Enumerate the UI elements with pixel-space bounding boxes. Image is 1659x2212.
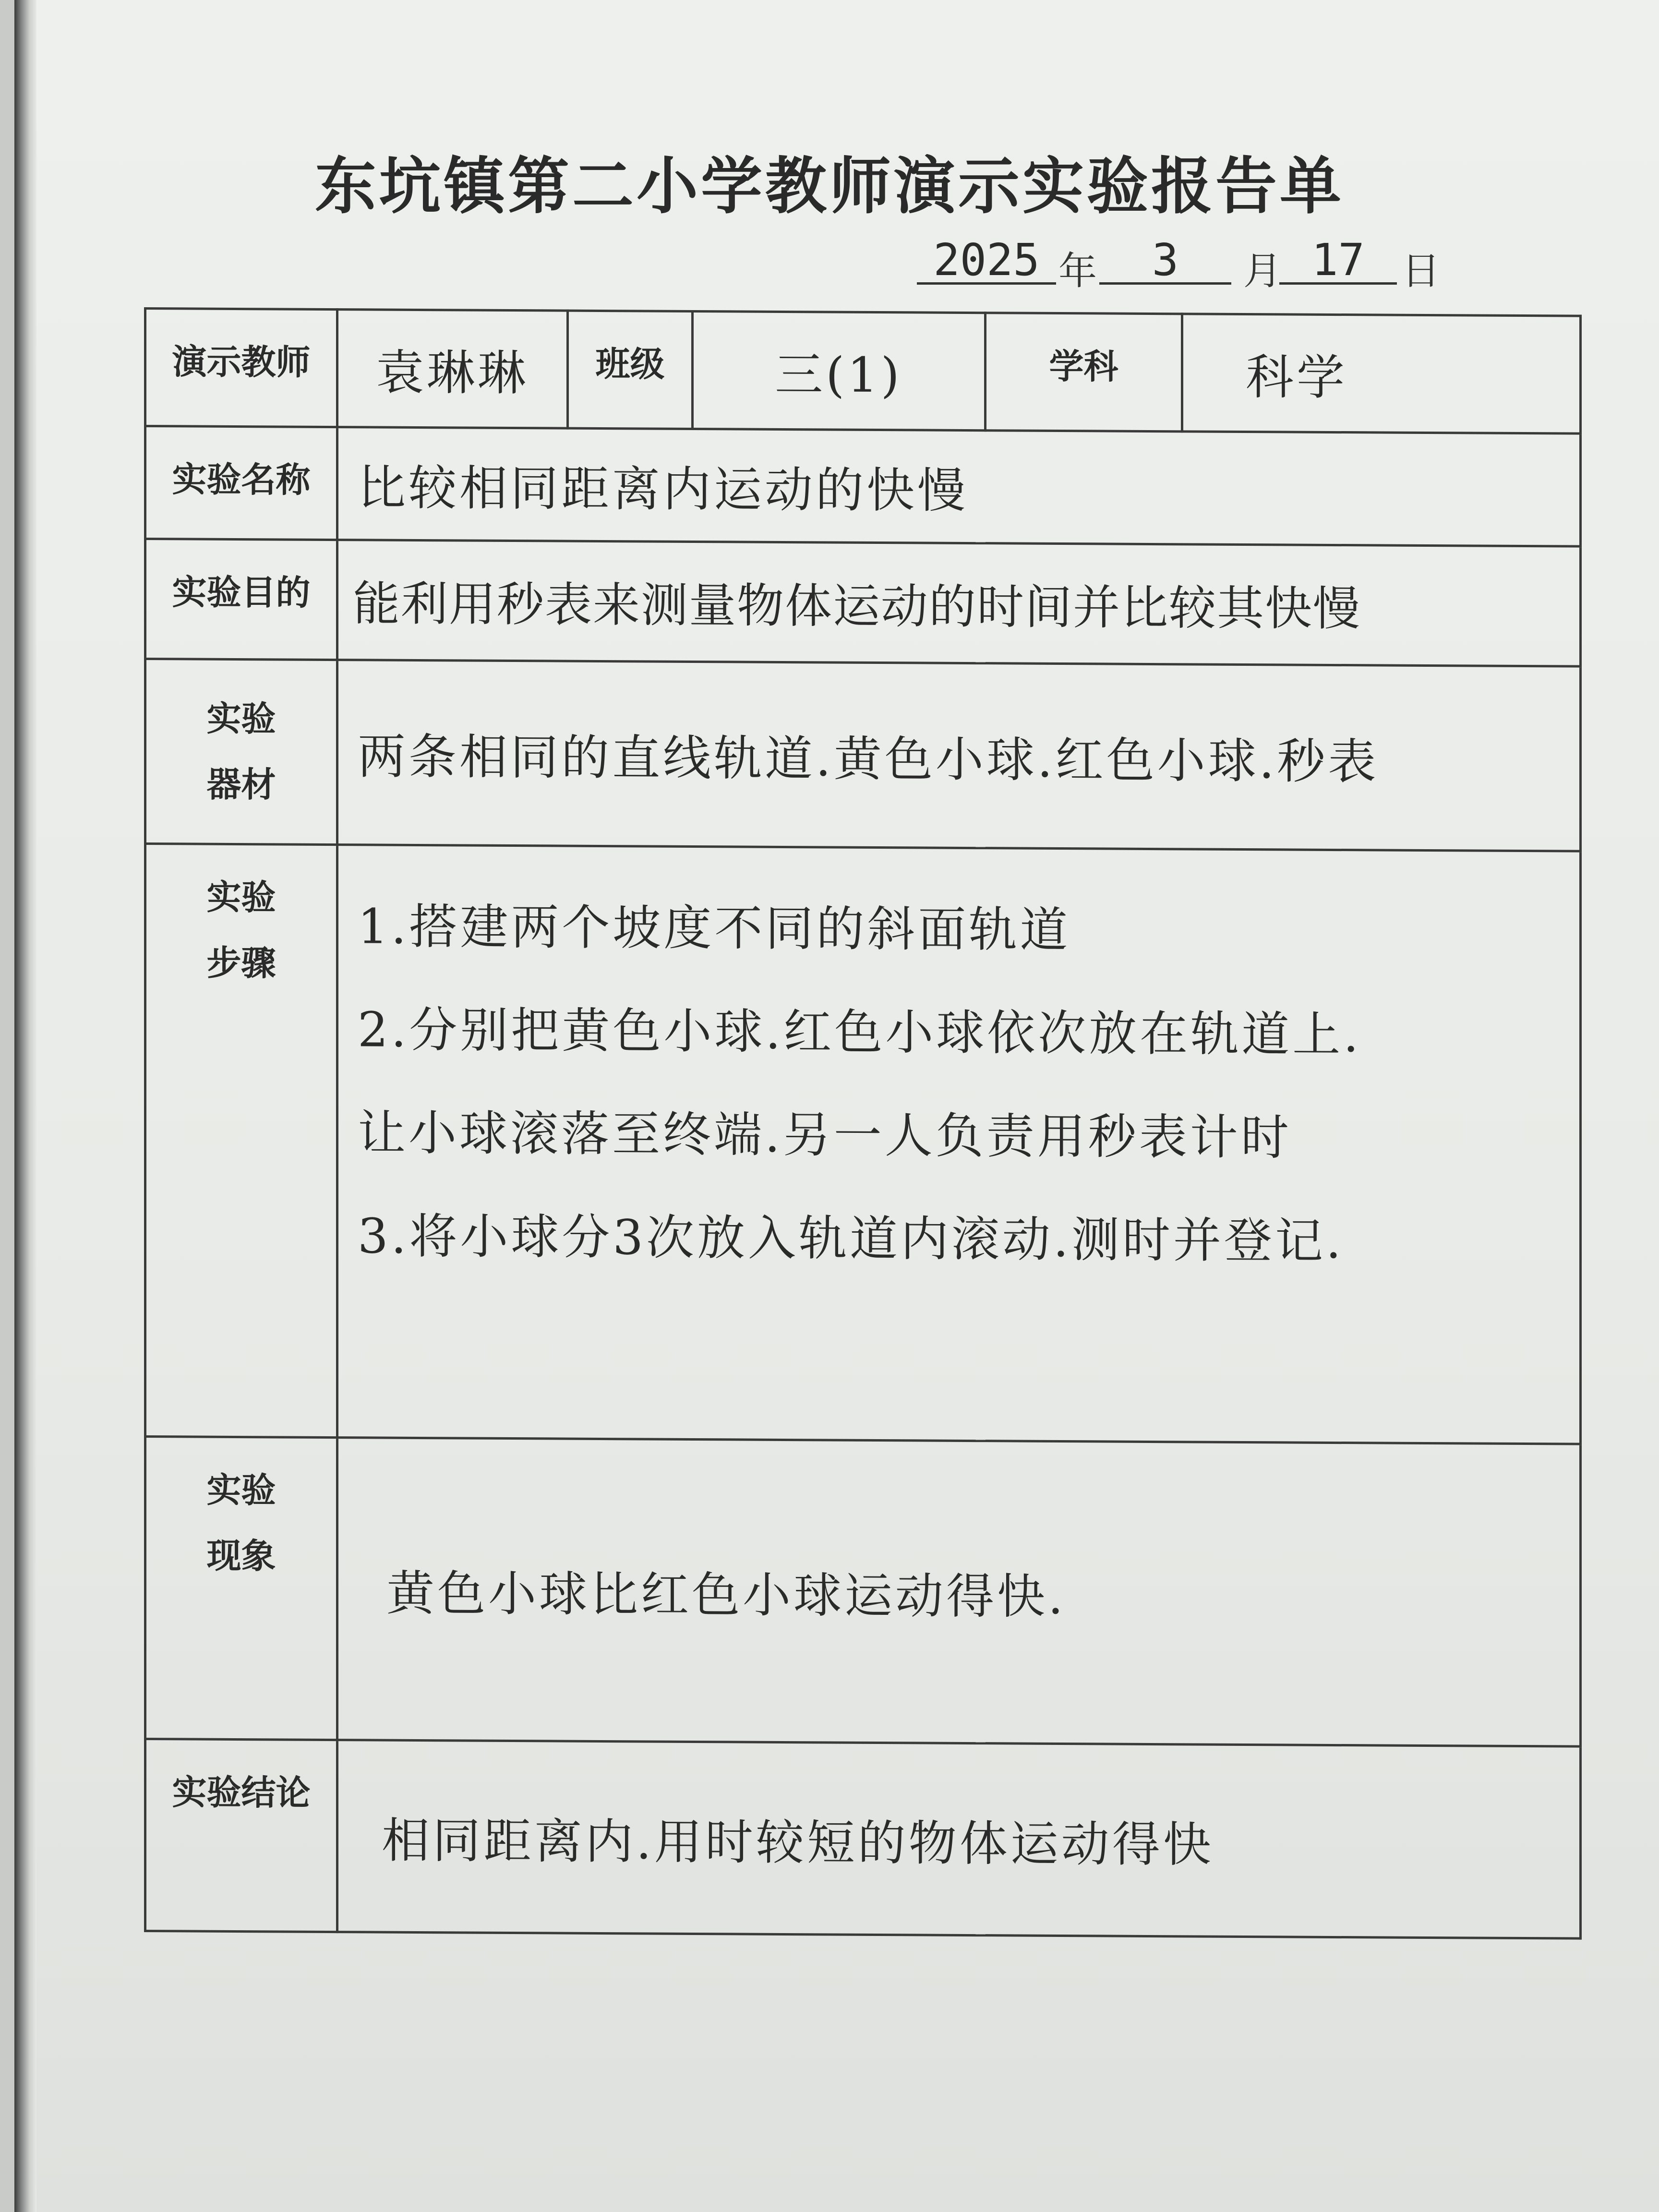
step-line: 2.分别把黄色小球.红色小球依次放在轨道上. [358,1001,1361,1063]
value-subject: 科学 [1182,314,1581,433]
row-experiment-name [145,426,1581,547]
value-name: 比较相同距离内运动的快慢 [337,427,1581,547]
row-header-info [145,309,1581,434]
binding-edge [14,0,36,2212]
label-materials-line2: 器材 [206,764,276,805]
page-title: 东坑镇第二小学教师演示实验报告单 [314,150,1344,222]
value-teacher: 袁琳琳 [337,310,568,429]
date-day: 17 [1279,234,1397,285]
label-conclusion: 实验结论 [145,1739,337,1932]
label-subject: 学科 [986,313,1182,432]
label-materials [145,659,337,845]
label-steps-line2: 步骤 [206,942,276,984]
row-steps [145,844,1581,1444]
label-phenomenon-line2: 现象 [206,1535,276,1576]
date-year: 2025 [917,234,1056,285]
label-phenomenon [145,1437,337,1740]
label-materials-line1: 实验 [206,698,276,739]
value-class: 三(1) [693,311,986,430]
step-line: 1.搭建两个坡度不同的斜面轨道 [358,898,1071,959]
step-line: 3.将小球分3次放入轨道内滚动.测时并登记. [358,1208,1344,1270]
label-phenomenon-line1: 实验 [206,1469,276,1511]
label-class: 班级 [568,311,693,429]
date-year-unit: 年 [1058,249,1097,293]
row-materials [145,659,1581,852]
date-month-unit: 月 [1243,249,1282,293]
row-conclusion [145,1739,1581,1939]
date-day-unit: 日 [1402,249,1440,293]
value-phenomenon: 黄色小球比红色小球运动得快. [337,1438,1581,1747]
date-month: 3 [1099,234,1231,285]
value-purpose: 能利用秒表来测量物体运动的时间并比较其快慢 [337,540,1581,667]
label-purpose: 实验目的 [145,539,337,660]
label-steps-line1: 实验 [206,877,276,918]
value-materials: 两条相同的直线轨道.黄色小球.红色小球.秒表 [337,660,1581,852]
value-steps [337,845,1581,1444]
step-line: 让小球滚落至终端.另一人负责用秒表计时 [358,1105,1292,1166]
label-steps [145,844,337,1438]
label-teacher: 演示教师 [145,309,337,427]
report-table [144,307,1582,1940]
label-name: 实验名称 [145,426,337,540]
row-purpose [145,539,1581,667]
value-conclusion: 相同距离内.用时较短的物体运动得快 [337,1740,1581,1939]
row-phenomenon [145,1437,1581,1747]
